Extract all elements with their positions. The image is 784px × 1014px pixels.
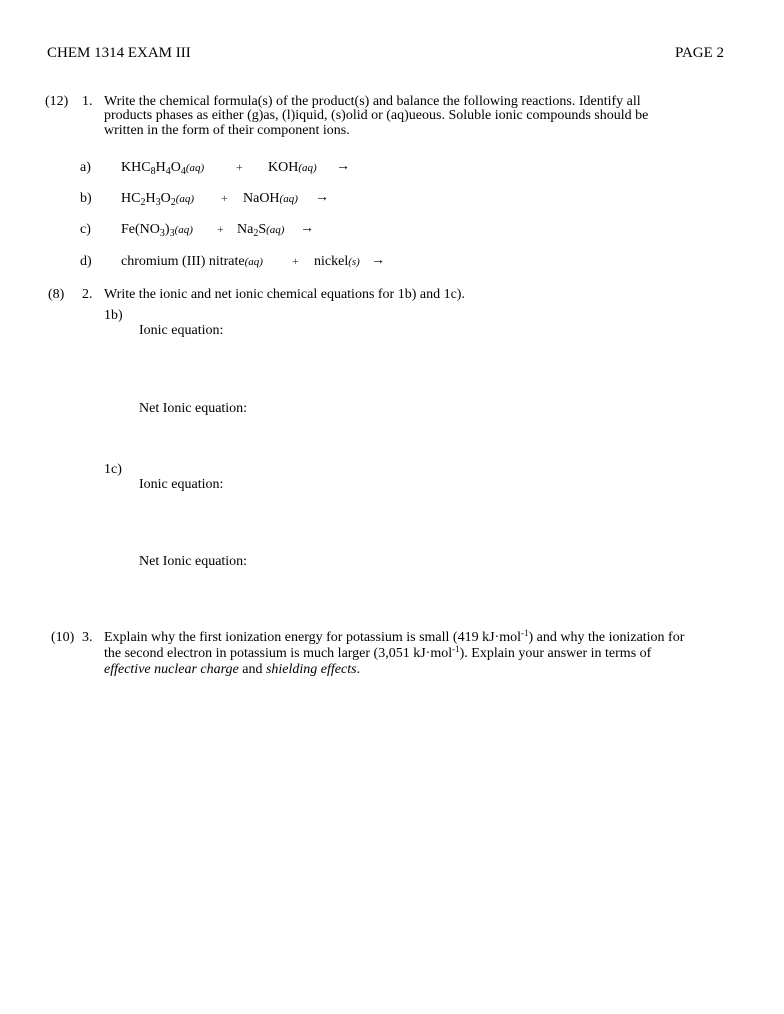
q3-prompt-line-2: the second electron in potassium is much larger (3,051 kJ·mol$^{-1}$). Explain your answer in terms of bbox=[104, 644, 652, 661]
reaction-b-label: b) bbox=[80, 191, 92, 206]
reaction-d-label: d) bbox=[80, 254, 92, 269]
q2-points: (8) bbox=[48, 287, 65, 302]
reaction-d-reactant-2: nickel(s) bbox=[314, 254, 360, 269]
reaction-c-reactant-1: $Fe(NO_3)_3(aq)$ bbox=[121, 222, 193, 239]
q2-1b-ionic-label: Ionic equation: bbox=[139, 323, 224, 338]
reaction-a-plus: + bbox=[236, 160, 243, 174]
q2-section-1c-label: 1c) bbox=[104, 462, 122, 477]
q1-points: (12) bbox=[45, 94, 69, 109]
q2-number: 2. bbox=[82, 287, 93, 302]
reaction-a-arrow-icon: → bbox=[336, 159, 350, 174]
q3-prompt-line-3: effective nuclear charge and shielding effects. bbox=[104, 662, 361, 677]
reaction-c-reactant-2: $Na_2S(aq)$ bbox=[237, 222, 285, 239]
q3-number: 3. bbox=[82, 630, 93, 645]
q2-1c-net-ionic-label: Net Ionic equation: bbox=[139, 554, 248, 569]
reaction-a-reactant-1: $KHC_8H_4O_4(aq)$ bbox=[121, 160, 205, 177]
reaction-d-reactant-1: chromium (III) nitrate(aq) bbox=[121, 254, 263, 269]
reaction-b-reactant-1: $HC_2H_3O_2(aq)$ bbox=[121, 191, 195, 208]
reaction-d-arrow-icon: → bbox=[371, 253, 385, 268]
reaction-c-arrow-icon: → bbox=[300, 221, 314, 236]
exam-title: CHEM 1314 EXAM III bbox=[47, 45, 191, 61]
q2-section-1b-label: 1b) bbox=[104, 308, 123, 323]
q1-number: 1. bbox=[82, 94, 93, 109]
q2-1c-ionic-label: Ionic equation: bbox=[139, 477, 224, 492]
reaction-b-plus: + bbox=[221, 191, 228, 205]
q2-prompt: Write the ionic and net ionic chemical equations for 1b) and 1c). bbox=[104, 287, 465, 302]
reaction-c-plus: + bbox=[217, 222, 224, 236]
q1-prompt-line-1: Write the chemical formula(s) of the product(s) and balance the following reactions. Identify all bbox=[104, 94, 641, 109]
page-number: PAGE 2 bbox=[675, 45, 725, 61]
reaction-d-plus: + bbox=[292, 254, 299, 268]
q3-points: (10) bbox=[51, 630, 75, 645]
q1-prompt-line-3: written in the form of their component ions. bbox=[104, 123, 350, 138]
q1-prompt-line-2: products phases as either (g)as, (l)iquid, (s)olid or (aq)ueous. Soluble ionic compounds should be bbox=[104, 108, 649, 123]
q3-prompt-line-1: Explain why the first ionization energy for potassium is small (419 kJ·mol$^{-1}$) and why the ionization for bbox=[104, 628, 685, 645]
reaction-b-arrow-icon: → bbox=[315, 190, 329, 205]
reaction-b-reactant-2: NaOH(aq) bbox=[243, 191, 298, 206]
reaction-a-label: a) bbox=[80, 160, 91, 175]
q2-1b-net-ionic-label: Net Ionic equation: bbox=[139, 401, 248, 416]
reaction-a-reactant-2: KOH(aq) bbox=[268, 160, 317, 175]
reaction-c-label: c) bbox=[80, 222, 91, 237]
